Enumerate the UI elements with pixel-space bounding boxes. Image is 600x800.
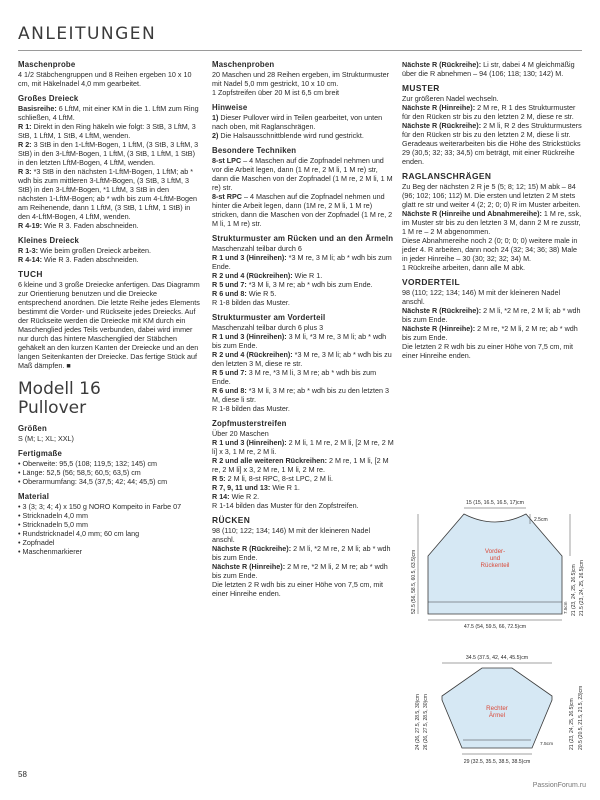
sleeve-right-label-1: 21 (23, 24, 25, 26.5)cm <box>569 698 575 750</box>
row-text: Geradeaus weiterarbeiten bis die Höhe des Strickstücks 29 (30,5; 32; 33; 34,5) cm beträgt, mit einer Rückreihe enden. <box>402 139 581 166</box>
row-instruction <box>212 289 394 298</box>
row-label: R 4-19: <box>18 221 42 230</box>
row-instruction <box>212 271 394 280</box>
side-height-label: 21.5 (23, 24, 25, 26.5)cm <box>579 560 585 616</box>
row-label: Nächste R (Rückreihe): <box>402 306 482 315</box>
rib-height-label: 7.5cm <box>563 601 568 614</box>
row-label: R 14: <box>212 492 230 501</box>
row-text: 2 M re, 1 M li, [2 M re, 2 M li] x 3, 2 M re, 1 M li, 2 M re. <box>212 456 389 474</box>
list-item: • 3 (3; 3; 4; 4) x 150 g NORO Kompeito in Farbe 07 <box>18 502 182 511</box>
row-text: 1 M re, ssk, im Muster str bis zu den letzten 3 M, dann 2 M re zusstr, 1 M re – 2 M abgenommen. <box>402 209 582 236</box>
row-text: Li str, dabei 4 M gleichmäßig über die R abnehmen – 94 (106; 118; 130; 142) M. <box>402 60 575 78</box>
row-instruction <box>18 140 200 167</box>
sleeve-rib-label: 7.5cm <box>540 742 554 747</box>
row-instruction <box>402 306 584 324</box>
section-title: MUSTER <box>402 83 440 93</box>
row-label: R 3: <box>18 167 32 176</box>
row-label: Nächste R (Rückreihe): <box>212 544 292 553</box>
row-label: Nächste R (Hinreihe): <box>402 324 476 333</box>
technique-item <box>212 192 394 228</box>
row-instruction <box>212 298 394 307</box>
row-label: R 5 und 7: <box>212 280 247 289</box>
row-text: 98 (110; 122; 134; 146) M mit der kleineren Nadel anschl. <box>402 288 561 306</box>
row-text: 3 M re, *3 M li, 3 M re; ab * wdh bis zum Ende. <box>212 368 377 386</box>
row-text: 2 M re, *2 M li, 2 M re; ab * wdh bis zum Ende. <box>212 562 388 580</box>
column-3 <box>402 60 584 366</box>
note-text: Dieser Pullover wird in Teilen gearbeitet, von unten nach oben, mit Raglanschrägen. <box>212 113 383 131</box>
section-title: RAGLANSCHRÄGEN <box>402 171 492 181</box>
technique-text: – 4 Maschen auf die Zopfnadel nehmen und hinter die Arbeit legen, dann (1M re, 2 M li, 1 M re) stricken, dann die Maschen von der Zopfnadel (1 M re, 2 M li, 1 M re) str. <box>212 192 393 228</box>
technique-label: 8-st RPC <box>212 192 242 201</box>
paragraph: S (M; L; XL; XXL) <box>18 434 74 443</box>
row-text: Wie R 3. Faden abschneiden. <box>41 221 139 230</box>
row-text: Direkt in den Ring häkeln wie folgt: 3 StB, 3 LftM, 3 StB, 1 LftM, 1 StB, 4 LftM, wenden. <box>18 122 196 140</box>
row-instruction <box>212 244 394 253</box>
row-text: R 1-14 bilden das Muster für den Zopfstreifen. <box>212 501 359 510</box>
row-text: Maschenzahl teilbar durch 6 plus 3 <box>212 323 324 332</box>
note-text: Die Halsausschnittblende wird rund gestrickt. <box>218 131 364 140</box>
row-text: Wie R 3. Faden abschneiden. <box>41 255 139 264</box>
row-label: R 6 und 8: <box>212 386 247 395</box>
raglan-height-label: 21 (23, 24, 25, 26.5)cm <box>571 564 577 616</box>
section-title: Großes Dreieck <box>18 94 79 103</box>
section-title: Besondere Techniken <box>212 146 297 155</box>
row-instruction <box>212 429 394 438</box>
section-title: Zopfmusterstreifen <box>212 419 287 428</box>
list-item: • Zopfnadel <box>18 538 55 547</box>
row-instruction <box>18 122 200 140</box>
row-instruction <box>212 456 394 474</box>
row-instruction <box>402 209 584 236</box>
row-label: R 1 und 3 (Hinreihen): <box>212 253 287 262</box>
row-label: R 2 und 4 (Rückreihen): <box>212 271 293 280</box>
row-instruction <box>402 60 584 78</box>
row-label: R 6 und 8: <box>212 289 247 298</box>
sleeve-top-label: 34.5 (37.5, 42, 44, 45.5)cm <box>465 655 529 661</box>
section-struktur-vorder <box>212 313 394 413</box>
row-text: 3 StB in den 1-LftM-Bogen, 1 LftM, (3 StB, 3 LftM, 3 StB) in den 3-LftM-Bogen, 1 LftM, (3 StB, 1 LftM, 1 StB) in den letzten LftM-Bogen, 4 LftM, wenden. <box>18 140 199 167</box>
row-instruction <box>402 342 584 360</box>
row-instruction <box>18 167 200 221</box>
row-label: R 4-14: <box>18 255 42 264</box>
section-techniken <box>212 146 394 228</box>
row-text: 2 M li, *2 M re, 2 M li; ab * wdh bis zum Ende. <box>402 306 581 324</box>
row-instruction <box>212 492 394 501</box>
row-instruction <box>402 324 584 342</box>
note-item <box>212 113 394 131</box>
bottom-width-label: 47.5 (54, 59.5, 66, 72.5)cm <box>463 624 527 630</box>
row-instruction <box>212 562 394 580</box>
row-text: Wie R 5. <box>246 289 277 298</box>
section-raglan <box>402 172 584 272</box>
technique-item <box>212 156 394 192</box>
model-name: Pullover <box>18 398 87 418</box>
list-item: • Stricknadeln 5,0 mm <box>18 520 89 529</box>
section-title: Größen <box>18 424 47 433</box>
row-instruction <box>402 103 584 121</box>
row-label: R 2 und alle weiteren Rückreihen: <box>212 456 328 465</box>
header-divider <box>18 50 582 51</box>
row-instruction <box>402 263 584 272</box>
row-text: *3 StB in den nächsten 1-LftM-Bogen, 1 LftM; ab * wdh bis zum mittleren 3-LftM-Bogen, (3 StB, 3 LftM, 3 StB) in den 3-LftM-Bogen, *1 LftM, 3 StB in den nächsten 1-LftM-Bogen; ab * wdh bis zum 4-LftM-Bogen am Reihenende, dann 1 LftM, (3 StB, 1 LftM, 1 StB) in den 4-LftM-Bogen, 4 LftM, wenden. <box>18 167 197 221</box>
row-label: Nächste R (Hinreihe): <box>402 103 476 112</box>
page-number: 58 <box>18 770 27 779</box>
section-maschenprobe <box>18 60 200 88</box>
list-item: • Rundstricknadel 4,0 mm; 60 cm lang <box>18 529 140 538</box>
sleeve-right-label-2: 20.5 (20.5, 21.5, 21.5, 23)cm <box>578 685 584 750</box>
row-instruction <box>212 404 394 413</box>
paragraph: 4 1/2 Stäbchengruppen und 8 Reihen ergeben 10 x 10 cm, mit Häkelnadel 4,0 mm gearbeitet. <box>18 70 192 88</box>
sleeve-label-line1: Rechter <box>486 705 508 712</box>
row-instruction <box>18 255 200 264</box>
sleeve-label-line2: Ärmel <box>488 712 506 719</box>
row-instruction <box>212 438 394 456</box>
row-text: Über 20 Maschen <box>212 429 269 438</box>
column-2 <box>212 60 394 604</box>
row-instruction <box>212 253 394 271</box>
row-label: R 5 und 7: <box>212 368 247 377</box>
shape-label-line2: und <box>489 555 501 562</box>
row-text: 2 M re, *2 M li, 2 M re; ab * wdh bis zum Ende. <box>402 324 578 342</box>
row-instruction <box>212 526 394 544</box>
sleeve-bottom-label: 29 (32.5, 35.5, 38.5, 38.5)cm <box>463 759 531 765</box>
row-label: R 2 und 4 (Rückreihen): <box>212 350 293 359</box>
row-label: Nächste R (Hinreihe): <box>212 562 286 571</box>
row-instruction <box>212 332 394 350</box>
paragraph: 20 Maschen und 28 Reihen ergeben, im Strukturmuster mit Nadel 5,0 mm gestrickt, 10 x 10 cm. <box>212 70 389 88</box>
row-instruction <box>18 246 200 255</box>
row-instruction <box>212 501 394 510</box>
row-instruction <box>18 104 200 122</box>
row-text: 1 Rückreihe arbeiten, dann alle M abk. <box>402 263 526 272</box>
section-struktur-ruecken <box>212 234 394 307</box>
row-instruction <box>402 139 584 166</box>
row-text: R 1-8 bilden das Muster. <box>212 298 290 307</box>
list-item: • Oberweite: 95,5 (108; 119,5; 132; 145) cm <box>18 459 158 468</box>
section-groessen <box>18 424 200 443</box>
row-label: R 5: <box>212 474 226 483</box>
list-item: • Oberarmumfang: 34,5 (37,5; 42; 44; 45,5) cm <box>18 477 168 486</box>
section-muster <box>402 84 584 166</box>
row-instruction <box>212 483 394 492</box>
section-title: Material <box>18 492 50 501</box>
row-instruction <box>402 236 584 263</box>
body-schematic <box>402 496 588 644</box>
section-title: Maschenprobe <box>18 60 76 69</box>
row-text: Wie R 1. <box>270 483 300 492</box>
row-instruction <box>402 288 584 306</box>
row-instruction <box>212 386 394 404</box>
row-text: *3 M re, 3 M li; ab * wdh bis zum Ende. <box>212 253 392 271</box>
watermark: PassionForum.ru <box>532 782 586 789</box>
row-text: Die letzten 2 R wdh bis zu einer Höhe von 7,5 cm, mit einer Hinreihe enden. <box>212 580 383 598</box>
section-tuch <box>18 270 200 370</box>
row-instruction <box>212 280 394 289</box>
section-title: Hinweise <box>212 103 248 112</box>
list-item: • Maschenmarkierer <box>18 547 83 556</box>
row-text: *3 M li, 3 M re; ab * wdh bis zum Ende. <box>246 280 373 289</box>
sleeve-raglan-height-label: 26 (26, 27.5, 28.5, 30)cm <box>423 694 429 750</box>
section-vorderteil <box>402 278 584 360</box>
row-text: Die letzten 2 R wdh bis zu einer Höhe von 7,5 cm, mit einer Hinreihe enden. <box>402 342 573 360</box>
section-title: Fertigmaße <box>18 449 63 458</box>
technique-text: – 4 Maschen auf die Zopfnadel nehmen und vor die Arbeit legen, dann (1 M re, 2 M li, 1 M re) str, dann die Maschen von der Zopfnadel (1 M re, 2 M li, 1 M re) str. <box>212 156 393 192</box>
section-title: Strukturmuster am Rücken und an den Ärmeln <box>212 234 394 243</box>
row-text: 98 (110; 122; 134; 146) M mit der kleineren Nadel anschl. <box>212 526 371 544</box>
row-instruction <box>212 580 394 598</box>
section-zopf <box>212 419 394 510</box>
row-label: R 1-3: <box>18 246 38 255</box>
row-label: R 1 und 3 (Hinreihen): <box>212 438 287 447</box>
row-label: R 7, 9, 11 und 13: <box>212 483 271 492</box>
row-text: *3 M li, 3 M re; ab * wdh bis zu den letzten 3 M, diese li str. <box>212 386 389 404</box>
note-item <box>212 131 394 140</box>
row-instruction <box>212 323 394 332</box>
column-1 <box>18 60 200 562</box>
row-instruction <box>402 121 584 139</box>
section-title: Strukturmuster am Vorderteil <box>212 313 326 322</box>
row-text: Wie R 1. <box>292 271 323 280</box>
row-label: Nächste R (Rückreihe): <box>402 121 482 130</box>
section-hinweise <box>212 103 394 140</box>
row-label: R 1 und 3 (Hinreihen): <box>212 332 287 341</box>
section-ruecken <box>212 516 394 598</box>
row-text: R 1-8 bilden das Muster. <box>212 404 290 413</box>
row-text: Maschenzahl teilbar durch 6 <box>212 244 302 253</box>
row-text: 2 M li, R 2 des Strukturmusters für den Rücken str bis zu den letzten 2 M, diese li str. <box>402 121 582 139</box>
row-text: Wie beim großen Dreieck arbeiten. <box>37 246 152 255</box>
section-title: Maschenproben <box>212 60 275 69</box>
row-text: *3 M re, 3 M li; ab * wdh bis zu den letzten 3 M, diese re str. <box>212 350 392 368</box>
section-grosses-dreieck <box>18 94 200 230</box>
list-item: • Länge: 52,5 (56; 58,5; 60,5; 63,5) cm <box>18 468 141 477</box>
row-instruction <box>18 221 200 230</box>
section-material <box>18 492 200 556</box>
row-text: 3 M li, *3 M re, 3 M li; ab * wdh bis zum Ende. <box>212 332 387 350</box>
section-title: TUCH <box>18 269 43 279</box>
row-label: R 1: <box>18 122 32 131</box>
row-label: R 2: <box>18 140 32 149</box>
sleeve-schematic <box>402 650 588 770</box>
row-text: Zu Beg der nächsten 2 R je 5 (5; 8; 12; 15) M abk – 84 (96; 102; 106; 112) M. Die ersten und letzten 2 M stets glatt re str und weiter 4 (2; 2; 0; 0) R im Muster arbeiten. <box>402 182 581 209</box>
section-title: Kleines Dreieck <box>18 236 80 245</box>
page-title: ANLEITUNGEN <box>18 24 157 44</box>
model-number: Modell 16 <box>18 379 101 399</box>
sleeve-raglan-label: 24 (26, 27.5, 28.5, 30)cm <box>415 694 421 750</box>
left-height-label: 52.5 (56, 58.5, 60.5, 63.5)cm <box>411 549 417 614</box>
section-fertigmasse <box>18 449 200 486</box>
row-text: 6 LftM, mit einer KM in die 1. LftM zum Ring schließen, 4 LftM. <box>18 104 199 122</box>
section-kleines-dreieck <box>18 236 200 264</box>
paragraph: 6 kleine und 3 große Dreiecke anfertigen. Das Diagramm zur Orientierung benutzen und die Dreiecke entsprechend anordnen. Die letzte Reihe jedes Elements bestimmt die Vorder- und Rückseite jedes Dreiecks. Auf der Rückseite werden die Dreiecke mit KM durch ein Maschenglied jedes Teils verbunden, dabei wird immer nur durch das hintere Maschenglied der Stäbchen gehäkelt an den kurzen Kanten der Dreiecke und an den langen Seitenkanten der Dreiecke. Das fertige Stück auf Maß dämpfen. ■ <box>18 280 200 370</box>
row-text: Zur größeren Nadel wechseln. <box>402 94 499 103</box>
technique-label: 8-st LPC <box>212 156 242 165</box>
section-maschenproben <box>212 60 394 97</box>
row-text: 2 M li, 1 M re, 2 M li, [2 M re, 2 M li] x 3, 1 M re, 2 M li. <box>212 438 394 456</box>
row-instruction <box>212 544 394 562</box>
note-label: 2) <box>212 131 219 140</box>
shape-label-line3: Rückenteil <box>480 562 510 569</box>
row-instruction <box>212 368 394 386</box>
model-title <box>18 380 200 418</box>
top-width-label: 15 (15, 16.5, 16.5, 17)cm <box>466 500 524 506</box>
row-instruction <box>402 94 584 103</box>
row-instruction <box>402 182 584 209</box>
row-label: Basisreihe: <box>18 104 57 113</box>
section-title: VORDERTEIL <box>402 277 460 287</box>
row-text: Wie R 2. <box>229 492 260 501</box>
section-title: RÜCKEN <box>212 515 251 525</box>
row-instruction <box>212 474 394 483</box>
paragraph: 1 Zopfstreifen über 20 M ist 6,5 cm breit <box>212 88 340 97</box>
row-label: Nächste R (Hinreihe und Abnahmereihe): <box>402 209 542 218</box>
note-label: 1) <box>212 113 219 122</box>
row-text: 2 M re, R 1 des Strukturmuster für den Rücken str bis zu den letzten 2 M, diese re str. <box>402 103 576 121</box>
neck-depth-label: 2.5cm <box>534 517 548 523</box>
section-continued <box>402 60 584 78</box>
row-text: Diese Abnahmereihe noch 2 (0; 0; 0; 0) weitere male in jeder 4. R arbeiten, dann noch 24 (32; 34; 36; 38) Male in jeder Hinreihe – 30 (30; 32; 32; 34) M. <box>402 236 578 263</box>
row-instruction <box>212 350 394 368</box>
row-label: Nächste R (Rückreihe): <box>402 60 482 69</box>
shape-label-line1: Vorder- <box>484 548 506 555</box>
list-item: • Stricknadeln 4,0 mm <box>18 511 89 520</box>
row-text: 2 M li, 8-st RPC, 8-st LPC, 2 M li. <box>225 474 334 483</box>
row-text: 2 M li, *2 M re, 2 M li; ab * wdh bis zum Ende. <box>212 544 391 562</box>
